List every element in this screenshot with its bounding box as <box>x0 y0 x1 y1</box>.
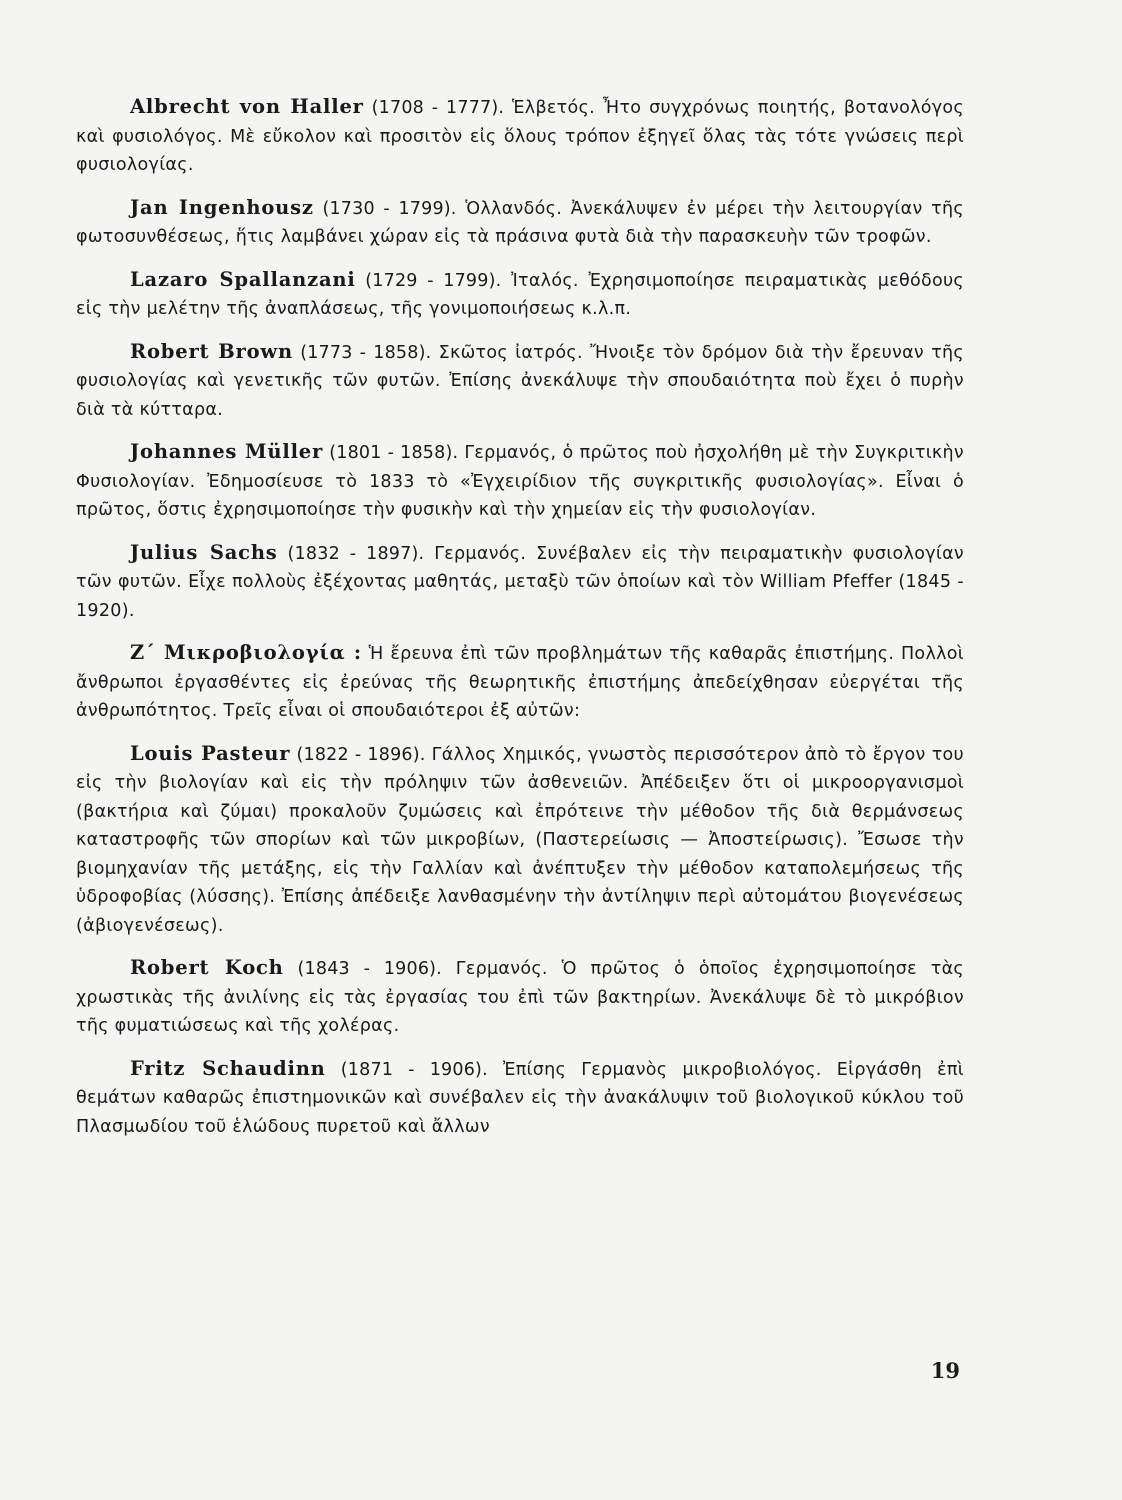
entry-text: Ὁλλανδός. Ἀνεκάλυψεν ἐν μέρει τὴν λειτουργίαν τῆς φωτοσυνθέσεως, ἥτις λαμβάνει χώραν εἰς τὰ πράσινα φυτὰ διὰ τὴν παρασκευὴν τῶν τροφῶν. <box>76 198 964 247</box>
entry-dates: (1730 - 1799). <box>322 198 457 219</box>
entry-dates: (1708 - 1777). <box>371 98 505 118</box>
entry-dates: (1822 - 1896). <box>296 744 426 765</box>
entry-ingenhousz <box>76 194 964 252</box>
entry-haller <box>76 93 964 180</box>
entry-text: Γάλλος Χημικός, γνωστὸς περισσότερον ἀπὸ τὸ ἔργον του εἰς τὴν βιολογίαν καὶ εἰς τὴν πρόληψιν τῶν ἀσθενειῶν. Ἀπέδειξεν ὅτι οἱ μικροοργανισμοὶ (βακτήρια καὶ ζύμαι) προκαλοῦν ζυμώσεις καὶ ἐπρότεινε τὴν μέθοδον τῆς διὰ θερμάνσεως καταστροφῆς τῶν σπορίων καὶ τῶν μικροβίων, (Παστερείωσις — Ἀποστείρωσις). Ἔσωσε τὴν βιομηχανίαν τῆς μετάξης, εἰς τὴν Γαλλίαν καὶ ἀνέπτυξεν τὴν μέθοδον καταπολεμήσεως τῆς ὑδροφοβίας (λύσσης). Ἐπίσης ἀπέδειξε λανθασμένην τὴν ἀντίληψιν περὶ αὐτομάτου βιογενέσεως (ἀβιογενέσεως). <box>76 744 964 936</box>
entry-dates: (1773 - 1858). <box>300 342 432 363</box>
entry-dates: (1729 - 1799). <box>365 270 502 291</box>
entry-name: Albrecht von Haller <box>130 95 364 118</box>
section-heading: Ζ΄ Μικροβιολογία : <box>130 641 362 664</box>
entry-dates: (1801 - 1858). <box>329 443 459 463</box>
entry-dates: (1871 - 1906). <box>340 1059 488 1080</box>
entry-name: Louis Pasteur <box>130 741 291 765</box>
biography-list <box>76 93 964 1155</box>
page-number: 19 <box>930 1358 960 1383</box>
entry-spallanzani <box>76 266 964 324</box>
entry-dates: (1843 - 1906). <box>297 959 442 979</box>
entry-text: Ἑλβετός. Ἦτο συγχρόνως ποιητής, βοτανολόγος καὶ φυσιολόγος. Μὲ εὔκολον καὶ προσιτὸν εἰς ὅλους τρόπον ἐξηγεῖ ὅλας τὰς τότε γνώσεις περὶ φυσιολογίας. <box>76 98 965 175</box>
entry-pasteur <box>76 740 964 941</box>
entry-muller <box>76 438 964 525</box>
entry-name: Lazaro Spallanzani <box>130 267 356 291</box>
entry-text: Ἰταλός. Ἐχρησιμοποίησε πειραματικὰς μεθόδους εἰς τὴν μελέτην τῆς ἀναπλάσεως, τῆς γονιμοποιήσεως κ.λ.π. <box>76 270 964 319</box>
entry-brown <box>76 338 964 425</box>
entry-name: Fritz Schaudinn <box>130 1056 326 1080</box>
entry-name: Robert Koch <box>130 956 284 979</box>
entry-text: Γερμανός. Συνέβαλεν εἰς τὴν πειραματικὴν φυσιολογίαν τῶν φυτῶν. Εἶχε πολλοὺς ἐξέχοντας μαθητάς, μεταξὺ τῶν ὁποίων καὶ τὸν William Pfeffer (1845 - 1920). <box>76 543 964 621</box>
entry-text: Γερμανός, ὁ πρῶτος ποὺ ἠσχολήθη μὲ τὴν Συγκριτικὴν Φυσιολογίαν. Ἐδημοσίευσε τὸ 1833 τὸ «Ἐγχειρίδιον τῆς συγκριτικῆς φυσιολογίας». Εἶναι ὁ πρῶτος, ὅστις ἐχρησιμοποίησε τὴν φυσικὴν καὶ τὴν χημείαν εἰς τὴν φυσιολογίαν. <box>76 443 965 520</box>
entry-text: Ἡ ἔρευνα ἐπὶ τῶν προβλημάτων τῆς καθαρᾶς ἐπιστήμης. Πολλοὶ ἄνθρωποι ἐργασθέντες εἰς ἐρεύνας τῆς θεωρητικῆς ἐπιστήμης ἀπεδείχθησαν εὐεργέται τῆς ἀνθρωπότητος. Τρεῖς εἶναι οἱ σπουδαιότεροι ἐξ αὐτῶν: <box>76 644 964 721</box>
entry-text: Ἐπίσης Γερμανὸς μικροβιολόγος. Εἰργάσθη ἐπὶ θεμάτων καθαρῶς ἐπιστημονικῶν καὶ συνέβαλεν εἰς τὴν ἀνακάλυψιν τοῦ βιολογικοῦ κύκλου τοῦ Πλασμωδίου τοῦ ἑλώδους πυρετοῦ καὶ ἄλλων <box>76 1059 964 1137</box>
entry-text: Γερμανός. Ὁ πρῶτος ὁ ὁποῖος ἐχρησιμοποίησε τὰς χρωστικὰς τῆς ἀνιλίνης εἰς τὰς ἐργασίας του ἐπὶ τῶν βακτηρίων. Ἀνεκάλυψε δὲ τὸ μικρόβιον τῆς φυματιώσεως καὶ τῆς χολέρας. <box>76 959 964 1036</box>
entry-text: Σκῶτος ἰατρός. Ἤνοιξε τὸν δρόμον διὰ τὴν ἔρευναν τῆς φυσιολογίας καὶ γενετικῆς τῶν φυτῶν. Ἐπίσης ἀνεκάλυψε τὴν σπουδαιότητα ποὺ ἔχει ὁ πυρὴν διὰ τὰ κύτταρα. <box>76 342 964 420</box>
entry-schaudinn <box>76 1055 964 1142</box>
entry-name: Julius Sachs <box>130 540 278 564</box>
entry-name: Johannes Müller <box>130 440 324 463</box>
section-microbiology <box>76 639 964 726</box>
entry-dates: (1832 - 1897). <box>287 543 425 564</box>
entry-sachs <box>76 539 964 626</box>
entry-name: Jan Ingenhousz <box>130 195 314 219</box>
entry-koch <box>76 954 964 1041</box>
entry-name: Robert Brown <box>130 339 293 363</box>
